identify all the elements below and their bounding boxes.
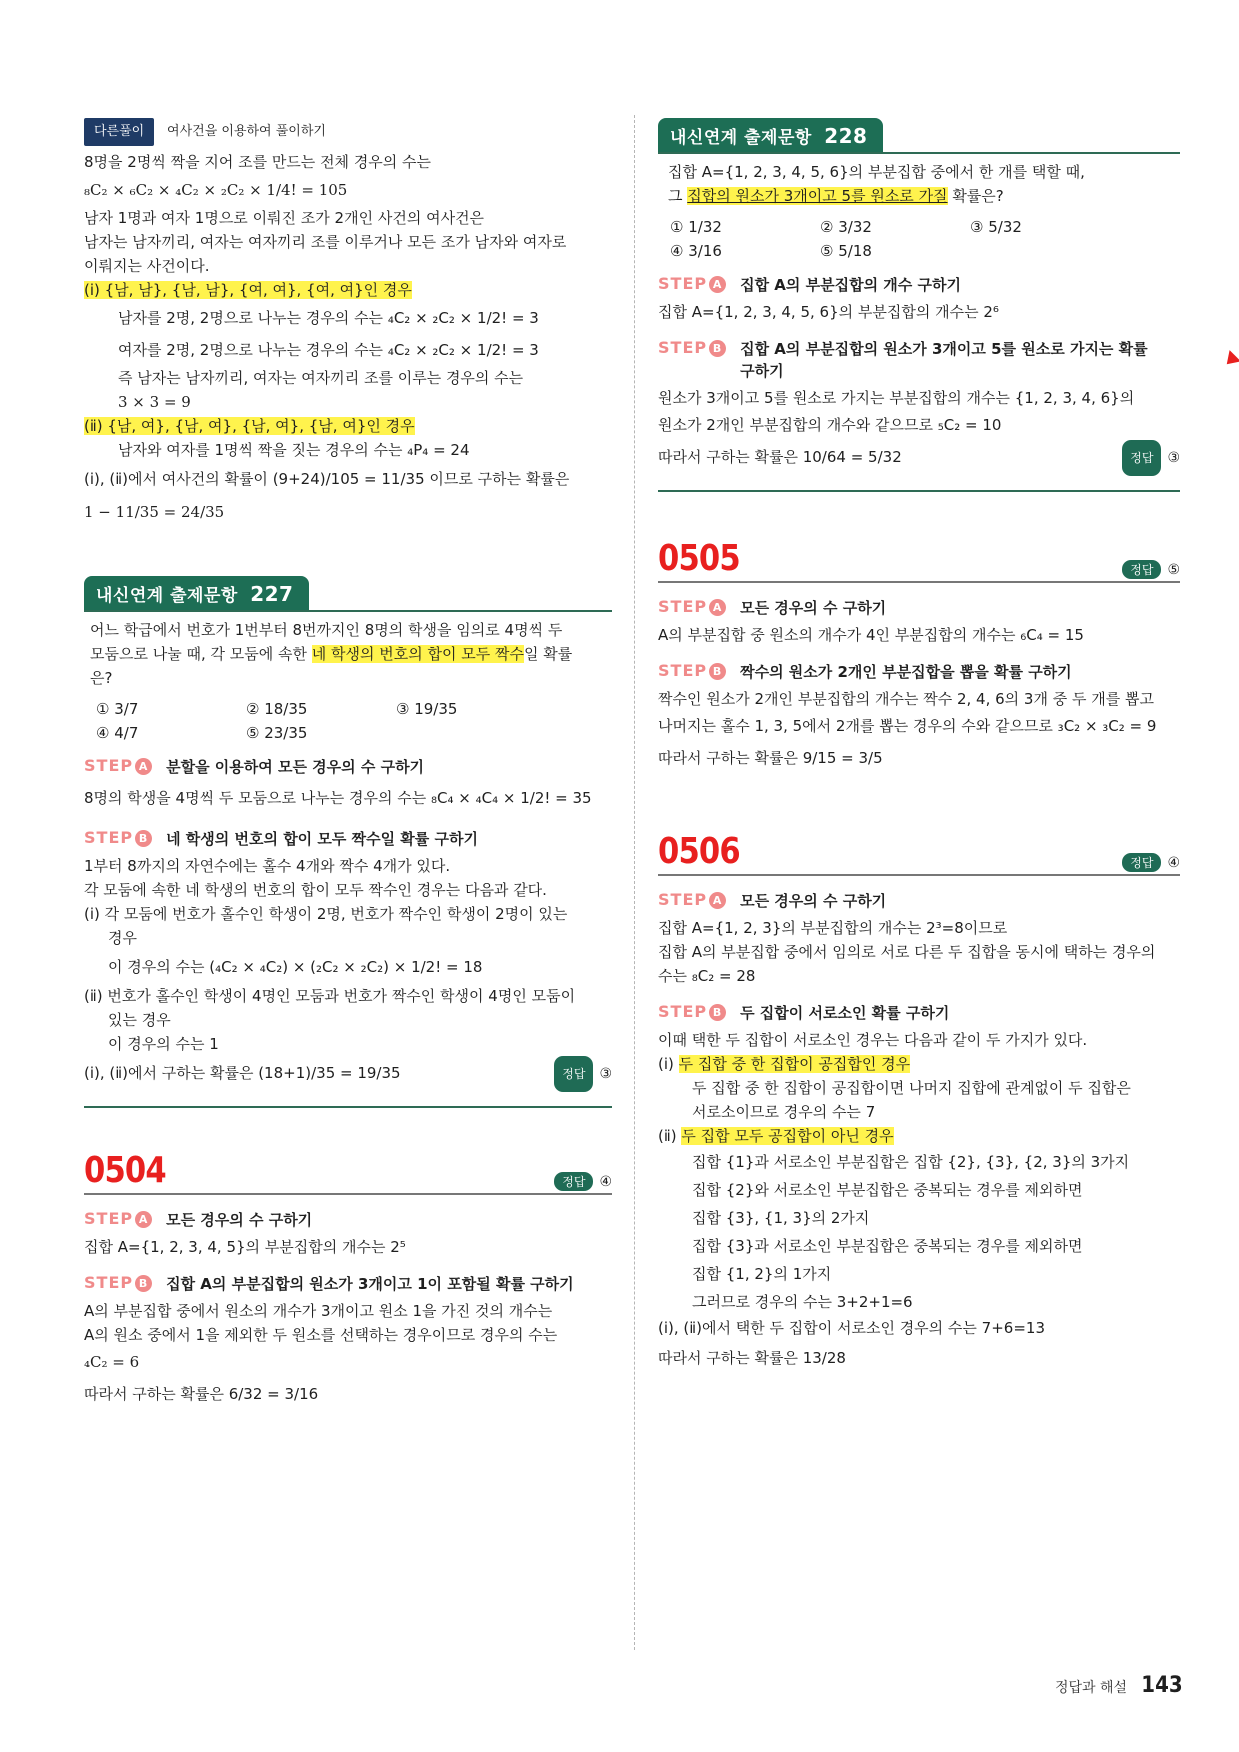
text-line: (ⅱ) 번호가 홀수인 학생이 4명인 모둠과 번호가 짝수인 학생이 4명인 모둠이 bbox=[84, 987, 576, 1005]
step-label: STEP bbox=[84, 1209, 134, 1228]
text-line: 3 × 3 = 9 bbox=[118, 393, 191, 411]
column-divider bbox=[634, 115, 635, 1650]
step-title: 두 집합이 서로소인 확률 구하기 bbox=[740, 1004, 950, 1022]
answer-badge: 정답 bbox=[1122, 853, 1161, 872]
case-heading: (ⅱ) {남, 여}, {남, 여}, {남, 여}, {남, 여}인 경우 bbox=[84, 417, 415, 435]
text-line: 집합 {1, 2}의 1가지 bbox=[692, 1265, 832, 1283]
text-line: 이 경우의 수는 1 bbox=[108, 1035, 219, 1053]
choice-5[interactable]: ⑤ 23/35 bbox=[246, 724, 308, 742]
text-line: 두 집합 중 한 집합이 공집합이면 나머지 집합에 관계없이 두 집합은 bbox=[692, 1079, 1131, 1097]
step-title: 네 학생의 번호의 합이 모두 짝수일 확률 구하기 bbox=[166, 830, 478, 848]
step-label: STEP bbox=[84, 828, 134, 847]
choice-3[interactable]: ③ 5/32 bbox=[970, 218, 1022, 236]
choice-list bbox=[670, 218, 1180, 260]
text-line: 원소가 2개인 부분집합의 개수와 같으므로 ₅C₂ = 10 bbox=[658, 416, 1002, 434]
step-a bbox=[84, 756, 612, 778]
step-title: 집합 A의 부분집합의 개수 구하기 bbox=[740, 276, 961, 294]
formula-line: ₈C₂ × ₆C₂ × ₄C₂ × ₂C₂ × 1/4! = 105 bbox=[84, 181, 348, 199]
question-line: 어느 학급에서 번호가 1번부터 8번까지인 8명의 학생을 임의로 4명씩 두 bbox=[90, 621, 563, 639]
text-line: 집합 {2}와 서로소인 부분집합은 중복되는 경우를 제외하면 bbox=[692, 1181, 1083, 1199]
text-line: 8명의 학생을 4명씩 두 모둠으로 나누는 경우의 수는 ₈C₄ × ₄C₄ × 1/2! = 35 bbox=[84, 789, 592, 807]
choice-3[interactable]: ③ 19/35 bbox=[396, 700, 458, 718]
case-heading: 두 집합 중 한 집합이 공집합인 경우 bbox=[678, 1055, 911, 1073]
problem-tab bbox=[658, 118, 1180, 154]
left-column bbox=[84, 118, 612, 1411]
text-line: 그러므로 경우의 수는 3+2+1=6 bbox=[692, 1293, 913, 1311]
answer bbox=[554, 1172, 612, 1191]
text-line: (ⅰ), (ⅱ)에서 여사건의 확률이 (9+24)/105 = 11/35 이므로 구하는 확률은 bbox=[84, 470, 570, 488]
right-column bbox=[658, 118, 1180, 1376]
choice-1[interactable]: ① 3/7 bbox=[96, 700, 139, 718]
answer bbox=[554, 1056, 612, 1092]
text-line: 서로소이므로 경우의 수는 7 bbox=[692, 1103, 876, 1121]
text-line: 8명을 2명씩 짝을 지어 조를 만드는 전체 경우의 수는 bbox=[84, 153, 432, 171]
text-line: 이뤄지는 사건이다. bbox=[84, 257, 210, 275]
step-label: STEP bbox=[658, 274, 708, 293]
alt-solution-tag: 다른풀이 bbox=[84, 118, 154, 146]
problem-header bbox=[658, 538, 1180, 583]
case-heading: 두 집합 모두 공집합이 아닌 경우 bbox=[681, 1127, 894, 1145]
case-label: (ⅰ) bbox=[658, 1055, 674, 1073]
text-line: 집합 {3}과 서로소인 부분집합은 중복되는 경우를 제외하면 bbox=[692, 1237, 1083, 1255]
problem-header bbox=[658, 831, 1180, 876]
answer-badge: 정답 bbox=[1122, 560, 1161, 579]
problem-number: 0506 bbox=[658, 831, 740, 872]
question-line: 모둠으로 나눌 때, 각 모둠에 속한 bbox=[90, 645, 312, 663]
text-line: 경우 bbox=[108, 929, 137, 947]
answer-value: ③ bbox=[1167, 450, 1180, 466]
step-title: 짝수의 원소가 2개인 부분집합을 뽑을 확률 구하기 bbox=[740, 663, 1072, 681]
step-title: 모든 경우의 수 구하기 bbox=[740, 892, 887, 910]
text-line: 원소가 3개이고 5를 원소로 가지는 부분집합의 개수는 {1, 2, 3, 4, 6}의 bbox=[658, 389, 1135, 407]
step-b-icon: B bbox=[709, 340, 726, 357]
step-a bbox=[658, 274, 1180, 296]
step-title: 모든 경우의 수 구하기 bbox=[740, 599, 887, 617]
step-label: STEP bbox=[658, 338, 708, 357]
text-line: 따라서 구하는 확률은 6/32 = 3/16 bbox=[84, 1385, 319, 1403]
step-b-icon: B bbox=[709, 663, 726, 680]
problem-tab-label: 내신연계 출제문항 bbox=[96, 586, 238, 606]
text-line: 이 경우의 수는 (₄C₂ × ₄C₂) × (₂C₂ × ₂C₂) × 1/2! = 18 bbox=[108, 958, 483, 976]
footer-label: 정답과 해설 bbox=[1054, 1680, 1128, 1696]
answer-value: ④ bbox=[599, 1173, 612, 1190]
text-line: 집합 A={1, 2, 3}의 부분집합의 개수는 2³=8이므로 bbox=[658, 919, 1008, 937]
choice-2[interactable]: ② 3/32 bbox=[820, 218, 872, 236]
step-b bbox=[658, 1002, 1180, 1024]
answer-badge: 정답 bbox=[554, 1056, 593, 1092]
choice-5[interactable]: ⑤ 5/18 bbox=[820, 242, 872, 260]
text-line: 집합 A의 부분집합 중에서 임의로 서로 다른 두 집합을 동시에 택하는 경우의 bbox=[658, 943, 1156, 961]
text-line: A의 부분집합 중 원소의 개수가 4인 부분집합의 개수는 ₆C₄ = 15 bbox=[658, 626, 1084, 644]
step-b bbox=[84, 1273, 612, 1295]
text-line: 집합 A={1, 2, 3, 4, 5}의 부분집합의 개수는 2⁵ bbox=[84, 1238, 406, 1256]
answer-badge: 정답 bbox=[1122, 440, 1161, 476]
problem-header bbox=[84, 1150, 612, 1195]
text-line: 짝수인 원소가 2개인 부분집합의 개수는 짝수 2, 4, 6의 3개 중 두 개를 뽑고 bbox=[658, 690, 1154, 708]
choice-1[interactable]: ① 1/32 bbox=[670, 218, 722, 236]
choice-list bbox=[96, 700, 612, 742]
step-label: STEP bbox=[84, 756, 134, 775]
step-a bbox=[658, 890, 1180, 912]
text-line: 집합 A={1, 2, 3, 4, 5, 6}의 부분집합의 개수는 2⁶ bbox=[658, 303, 999, 321]
page-footer bbox=[1055, 1673, 1185, 1698]
section-end-rule bbox=[84, 1106, 612, 1108]
problem-number: 0504 bbox=[84, 1150, 166, 1191]
problem-0504 bbox=[84, 1150, 612, 1411]
step-title: 모든 경우의 수 구하기 bbox=[166, 1211, 313, 1229]
question-line: 일 확률 bbox=[523, 645, 573, 663]
choice-2[interactable]: ② 18/35 bbox=[246, 700, 308, 718]
step-b bbox=[658, 661, 1180, 683]
step-title: 분할을 이용하여 모든 경우의 수 구하기 bbox=[166, 758, 425, 776]
step-a-icon: A bbox=[135, 758, 152, 775]
section-end-rule bbox=[658, 490, 1180, 492]
text-line: 남자는 남자끼리, 여자는 여자끼리 조를 이루거나 모든 조가 남자와 여자로 bbox=[84, 233, 567, 251]
text-line: 이때 택한 두 집합이 서로소인 경우는 다음과 같이 두 가지가 있다. bbox=[658, 1031, 1088, 1049]
step-a-icon: A bbox=[709, 276, 726, 293]
text-line: 집합 {3}, {1, 3}의 2가지 bbox=[692, 1209, 870, 1227]
choice-4[interactable]: ④ 4/7 bbox=[96, 724, 139, 742]
text-line: (ⅰ), (ⅱ)에서 구하는 확률은 (18+1)/35 = 19/35 bbox=[84, 1064, 401, 1082]
answer-value: ⑤ bbox=[1167, 561, 1180, 578]
text-line: 1 − 11/35 = 24/35 bbox=[84, 503, 225, 521]
text-line: 즉 남자는 남자끼리, 여자는 여자끼리 조를 이루는 경우의 수는 bbox=[118, 369, 524, 387]
text-line: (ⅰ) 각 모둠에 번호가 홀수인 학생이 2명, 번호가 짝수인 학생이 2명이 있는 bbox=[84, 905, 568, 923]
step-label: STEP bbox=[84, 1273, 134, 1292]
question-highlight: 네 학생의 번호의 합이 모두 짝수 bbox=[311, 645, 524, 663]
question-line: 그 bbox=[668, 187, 688, 205]
step-a bbox=[658, 597, 1180, 619]
text-line: A의 원소 중에서 1을 제외한 두 원소를 선택하는 경우이므로 경우의 수는 bbox=[84, 1326, 558, 1344]
alt-solution-title: 여사건을 이용하여 풀이하기 bbox=[167, 124, 326, 139]
step-label: STEP bbox=[658, 1002, 708, 1021]
answer-badge: 정답 bbox=[554, 1172, 593, 1191]
step-b-icon: B bbox=[709, 1004, 726, 1021]
question-line: 은? bbox=[90, 669, 113, 687]
text-line: 각 모둠에 속한 네 학생의 번호의 합이 모두 짝수인 경우는 다음과 같다. bbox=[84, 881, 547, 899]
problem-tab-label: 내신연계 출제문항 bbox=[670, 128, 812, 148]
problem-tab-number: 228 bbox=[824, 124, 868, 148]
step-a-icon: A bbox=[709, 599, 726, 616]
step-label: STEP bbox=[658, 597, 708, 616]
text-line: (ⅰ), (ⅱ)에서 택한 두 집합이 서로소인 경우의 수는 7+6=13 bbox=[658, 1319, 1045, 1337]
step-b-icon: B bbox=[135, 830, 152, 847]
problem-0505 bbox=[658, 538, 1180, 775]
choice-4[interactable]: ④ 3/16 bbox=[670, 242, 722, 260]
step-a-icon: A bbox=[135, 1211, 152, 1228]
page-number: 143 bbox=[1141, 1673, 1183, 1698]
problem-number: 0505 bbox=[658, 538, 740, 579]
question-highlight: 집합의 원소가 3개이고 5를 원소로 가질 bbox=[687, 187, 948, 205]
step-b bbox=[84, 828, 612, 850]
problem-0506 bbox=[658, 831, 1180, 1376]
answer bbox=[1122, 440, 1180, 476]
alt-solution bbox=[84, 118, 612, 528]
text-line: 집합 {1}과 서로소인 부분집합은 집합 {2}, {3}, {2, 3}의 3가지 bbox=[692, 1153, 1130, 1171]
problem-tab bbox=[84, 576, 612, 612]
step-a bbox=[84, 1209, 612, 1231]
page-edge-marker bbox=[1221, 350, 1239, 370]
text-line: 있는 경우 bbox=[108, 1011, 171, 1029]
step-label: STEP bbox=[658, 890, 708, 909]
text-line: 수는 ₈C₂ = 28 bbox=[658, 967, 756, 985]
step-title: 구하기 bbox=[740, 362, 784, 380]
text-line: 따라서 구하는 확률은 10/64 = 5/32 bbox=[658, 448, 902, 466]
text-line: 1부터 8까지의 자연수에는 홀수 4개와 짝수 4개가 있다. bbox=[84, 857, 451, 875]
case-heading: (ⅰ) {남, 남}, {남, 남}, {여, 여}, {여, 여}인 경우 bbox=[84, 281, 412, 299]
step-label: STEP bbox=[658, 661, 708, 680]
question-line: 집합 A={1, 2, 3, 4, 5, 6}의 부분집합 중에서 한 개를 택할 때, bbox=[668, 163, 1085, 181]
text-line: 따라서 구하는 확률은 9/15 = 3/5 bbox=[658, 749, 883, 767]
step-b bbox=[658, 338, 1180, 382]
text-line: A의 부분집합 중에서 원소의 개수가 3개이고 원소 1을 가진 것의 개수는 bbox=[84, 1302, 553, 1320]
text-line: 나머지는 홀수 1, 3, 5에서 2개를 뽑는 경우의 수와 같으므로 ₃C₂ × ₃C₂ = 9 bbox=[658, 717, 1157, 735]
answer bbox=[1122, 560, 1180, 579]
answer-value: ④ bbox=[1167, 854, 1180, 871]
answer bbox=[1122, 853, 1180, 872]
problem-227 bbox=[84, 576, 612, 1108]
answer-value: ③ bbox=[599, 1066, 612, 1082]
problem-228 bbox=[658, 118, 1180, 492]
problem-tab-number: 227 bbox=[250, 582, 294, 606]
case-label: (ⅱ) bbox=[658, 1127, 677, 1145]
text-line: ₄C₂ = 6 bbox=[84, 1353, 140, 1371]
question-line: 확률은? bbox=[947, 187, 1004, 205]
step-b-icon: B bbox=[135, 1275, 152, 1292]
text-line: 남자 1명과 여자 1명으로 이뤄진 조가 2개인 사건의 여사건은 bbox=[84, 209, 485, 227]
text-line: 남자를 2명, 2명으로 나누는 경우의 수는 ₄C₂ × ₂C₂ × 1/2! = 3 bbox=[118, 309, 539, 327]
step-title: 집합 A의 부분집합의 원소가 3개이고 5를 원소로 가지는 확률 bbox=[740, 340, 1148, 358]
step-a-icon: A bbox=[709, 892, 726, 909]
step-title: 집합 A의 부분집합의 원소가 3개이고 1이 포함될 확률 구하기 bbox=[166, 1275, 574, 1293]
text-line: 따라서 구하는 확률은 13/28 bbox=[658, 1349, 846, 1367]
text-line: 남자와 여자를 1명씩 짝을 짓는 경우의 수는 ₄P₄ = 24 bbox=[118, 441, 470, 459]
text-line: 여자를 2명, 2명으로 나누는 경우의 수는 ₄C₂ × ₂C₂ × 1/2! = 3 bbox=[118, 341, 539, 359]
